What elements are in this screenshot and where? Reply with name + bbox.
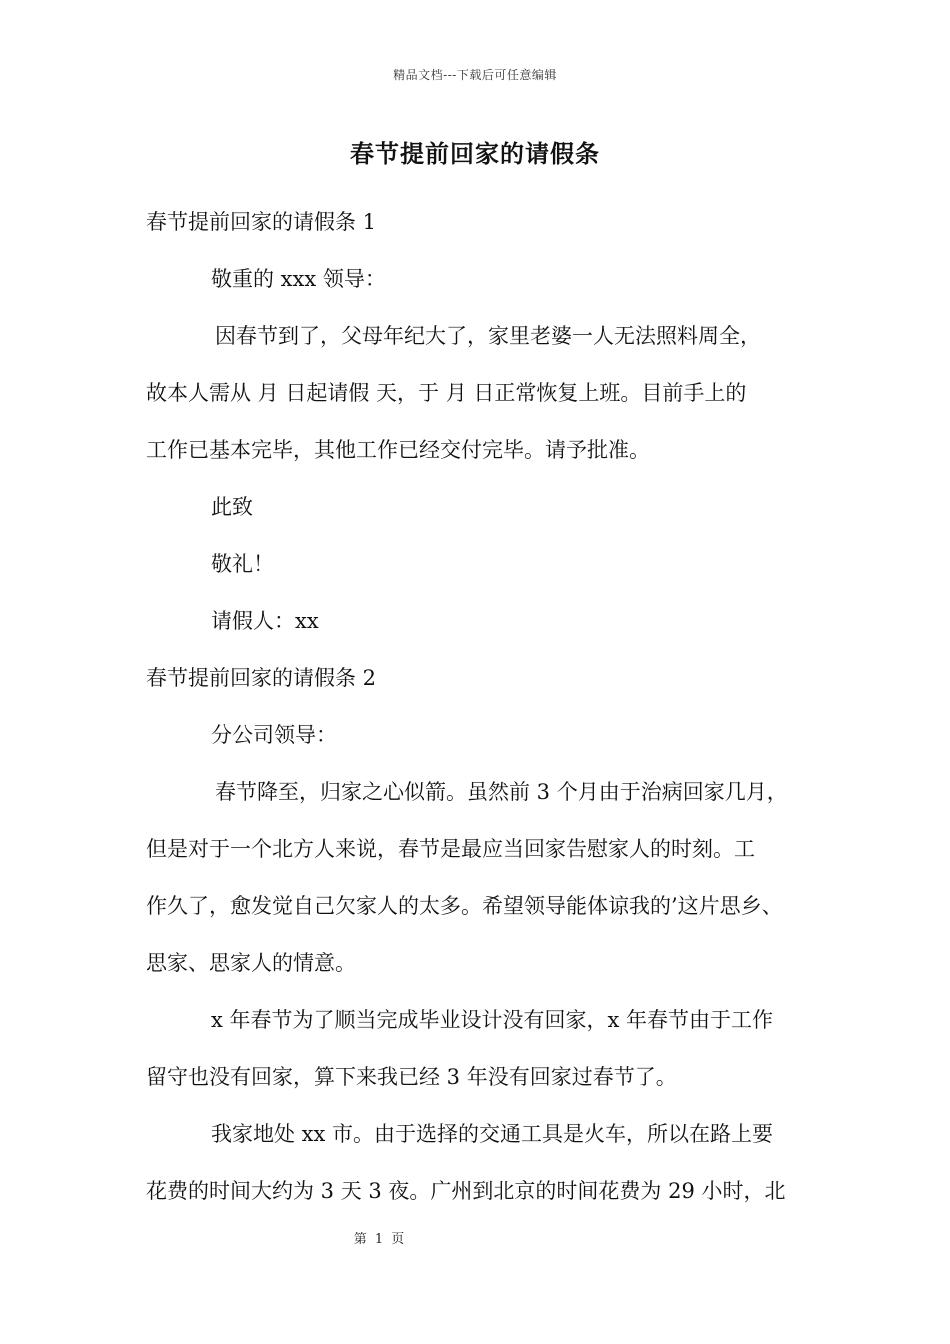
- body-line: 留守也没有回家，算下来我已经 3 年没有回家过春节了。: [146, 1065, 677, 1089]
- body-line: 故本人需从 月 日起请假 天，于 月 日正常恢复上班。目前手上的: [146, 381, 747, 405]
- body-line: 思家、思家人的情意。: [146, 951, 356, 975]
- body-line: 我家地处 xx 市。由于选择的交通工具是火车，所以在路上要: [211, 1122, 774, 1146]
- page-number: 第 1 页: [353, 1232, 407, 1247]
- salutation-2: 分公司领导：: [211, 723, 337, 747]
- body-line: 花费的时间大约为 3 天 3 夜。广州到北京的时间花费为 29 小时，北: [146, 1179, 786, 1203]
- page-header: 精品文档---下载后可任意编辑: [393, 68, 557, 82]
- body-line: 但是对于一个北方人来说，春节是最应当回家告慰家人的时刻。工: [146, 837, 755, 861]
- document-title: 春节提前回家的请假条: [350, 139, 600, 168]
- body-line: 春节降至，归家之心似箭。虽然前 3 个月由于治病回家几月，: [215, 780, 788, 804]
- body-line: 因春节到了，父母年纪大了，家里老婆一人无法照料周全，: [215, 324, 761, 348]
- body-line: 作久了，愈发觉自己欠家人的太多。希望领导能体谅我的’这片思乡、: [146, 894, 783, 918]
- body-line: x 年春节为了顺当完成毕业设计没有回家，x 年春节由于工作: [211, 1008, 774, 1032]
- body-line: 工作已基本完毕，其他工作已经交付完毕。请予批准。: [146, 438, 650, 462]
- closing-line: 敬礼！: [211, 552, 274, 576]
- closing-line: 此致: [211, 495, 253, 519]
- salutation-1: 敬重的 xxx 领导：: [211, 267, 386, 291]
- section-heading-2: 春节提前回家的请假条 2: [146, 666, 377, 690]
- signature-line: 请假人：xx: [211, 609, 319, 633]
- section-heading-1: 春节提前回家的请假条 1: [146, 210, 377, 234]
